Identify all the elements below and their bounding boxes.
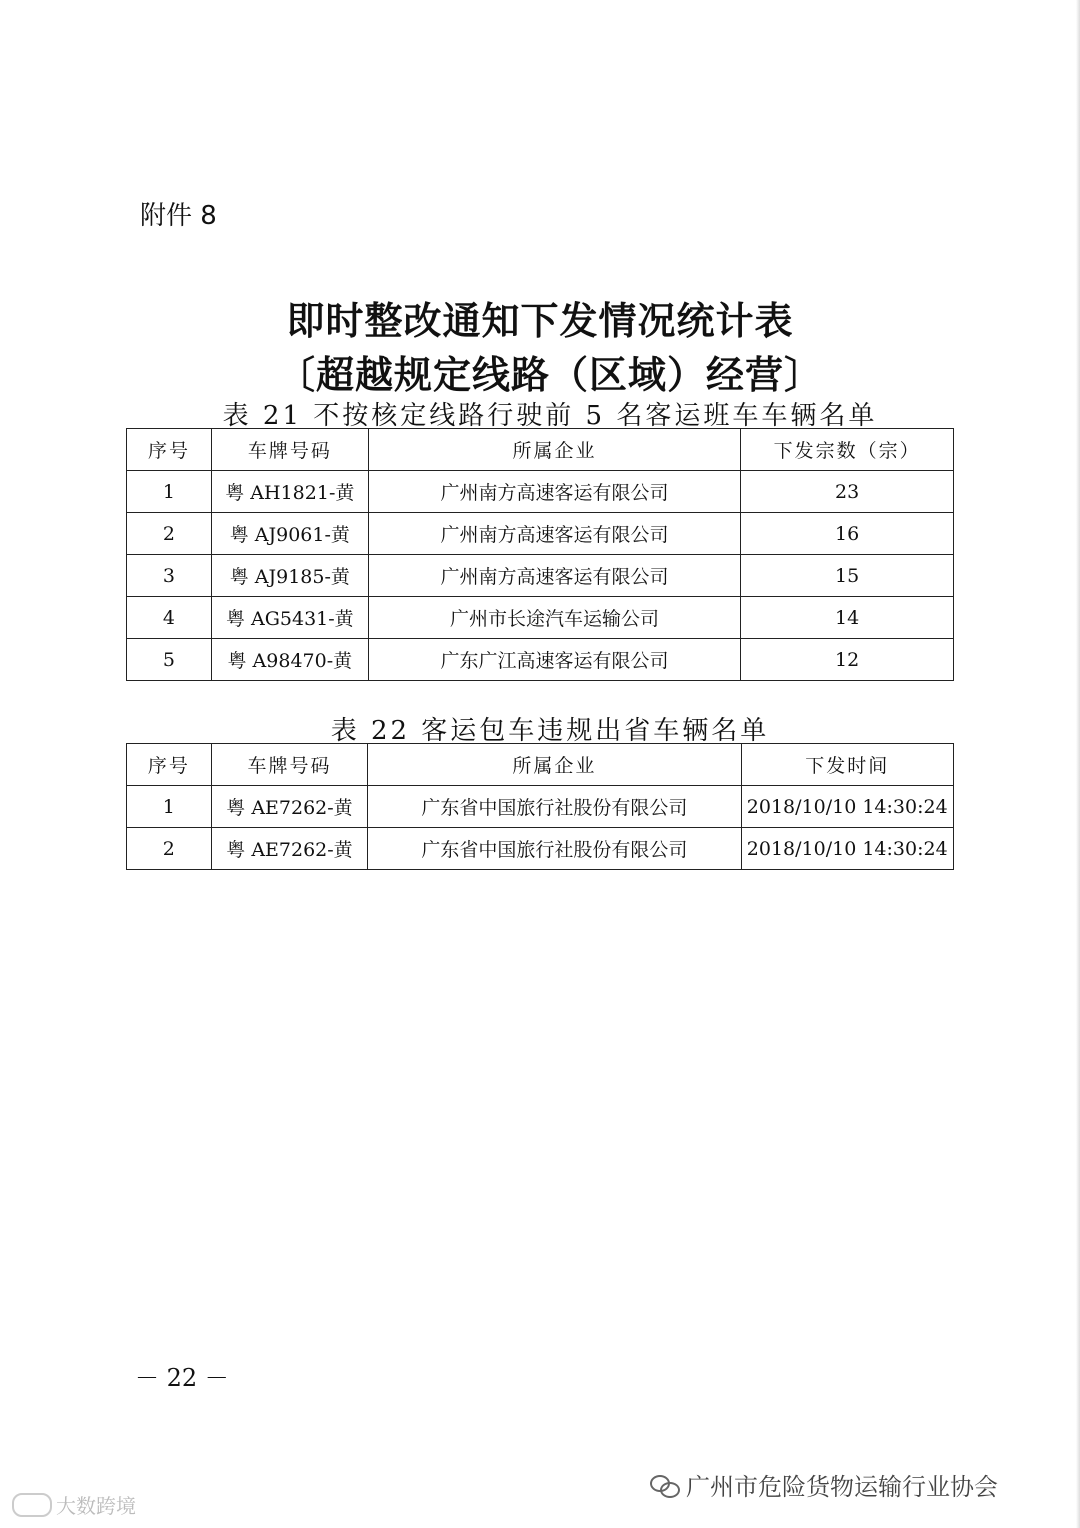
header-cell: 下发时间 (741, 744, 954, 786)
cell-count: 23 (741, 471, 954, 513)
attachment-label: 附件 8 (140, 201, 217, 231)
cell-index: 2 (127, 513, 212, 555)
cell-index: 3 (127, 555, 212, 597)
table-row (127, 471, 954, 513)
cell-plate: 粤 AH1821-黄 (211, 471, 368, 513)
cell-time: 2018/10/10 14:30:24 (741, 786, 954, 828)
header-cell: 车牌号码 (211, 429, 368, 471)
header-cell: 所属企业 (368, 744, 741, 786)
header-cell: 序号 (127, 744, 212, 786)
watermark (12, 1490, 136, 1519)
table-row (127, 639, 954, 681)
document-subtitle: 〔超越规定线路（区域）经营〕 (276, 353, 823, 397)
table21 (126, 428, 954, 681)
table-header-row (127, 429, 954, 471)
cell-index: 2 (127, 828, 212, 870)
table-row (127, 555, 954, 597)
table-row (127, 597, 954, 639)
header-cell: 所属企业 (368, 429, 740, 471)
watermark-logo-icon (12, 1493, 52, 1517)
table22 (126, 743, 954, 870)
cell-plate: 粤 AE7262-黄 (211, 786, 368, 828)
cell-company: 广州南方高速客运有限公司 (368, 513, 740, 555)
header-cell: 序号 (127, 429, 212, 471)
header-cell: 车牌号码 (211, 744, 368, 786)
cell-index: 1 (127, 786, 212, 828)
cell-index: 1 (127, 471, 212, 513)
cell-count: 12 (741, 639, 954, 681)
table-row (127, 786, 954, 828)
scan-edge (1076, 0, 1080, 1528)
watermark-label: 大数跨境 (56, 1494, 136, 1518)
cell-plate: 粤 AJ9185-黄 (211, 555, 368, 597)
table22-caption: 表 22 客运包车违规出省车辆名单 (330, 716, 770, 746)
cell-time: 2018/10/10 14:30:24 (741, 828, 954, 870)
cell-count: 15 (741, 555, 954, 597)
cell-plate: 粤 AE7262-黄 (211, 828, 368, 870)
cell-company: 广州市长途汽车运输公司 (368, 597, 740, 639)
cell-company: 广东省中国旅行社股份有限公司 (368, 828, 741, 870)
cell-company: 广东广江高速客运有限公司 (368, 639, 740, 681)
header-cell: 下发宗数（宗） (741, 429, 954, 471)
wechat-icon (650, 1473, 680, 1497)
cell-company: 广东省中国旅行社股份有限公司 (368, 786, 741, 828)
cell-index: 5 (127, 639, 212, 681)
wechat-source (650, 1467, 998, 1502)
cell-index: 4 (127, 597, 212, 639)
cell-count: 14 (741, 597, 954, 639)
table-row (127, 828, 954, 870)
cell-company: 广州南方高速客运有限公司 (368, 555, 740, 597)
cell-plate: 粤 AJ9061-黄 (211, 513, 368, 555)
cell-count: 16 (741, 513, 954, 555)
page-number: － 22 － (135, 1364, 229, 1392)
table21-caption: 表 21 不按核定线路行驶前 5 名客运班车车辆名单 (222, 401, 878, 431)
cell-company: 广州南方高速客运有限公司 (368, 471, 740, 513)
cell-plate: 粤 A98470-黄 (211, 639, 368, 681)
wechat-source-label: 广州市危险货物运输行业协会 (686, 1473, 998, 1501)
table-header-row (127, 744, 954, 786)
document-title: 即时整改通知下发情况统计表 (286, 299, 794, 343)
table-row (127, 513, 954, 555)
cell-plate: 粤 AG5431-黄 (211, 597, 368, 639)
